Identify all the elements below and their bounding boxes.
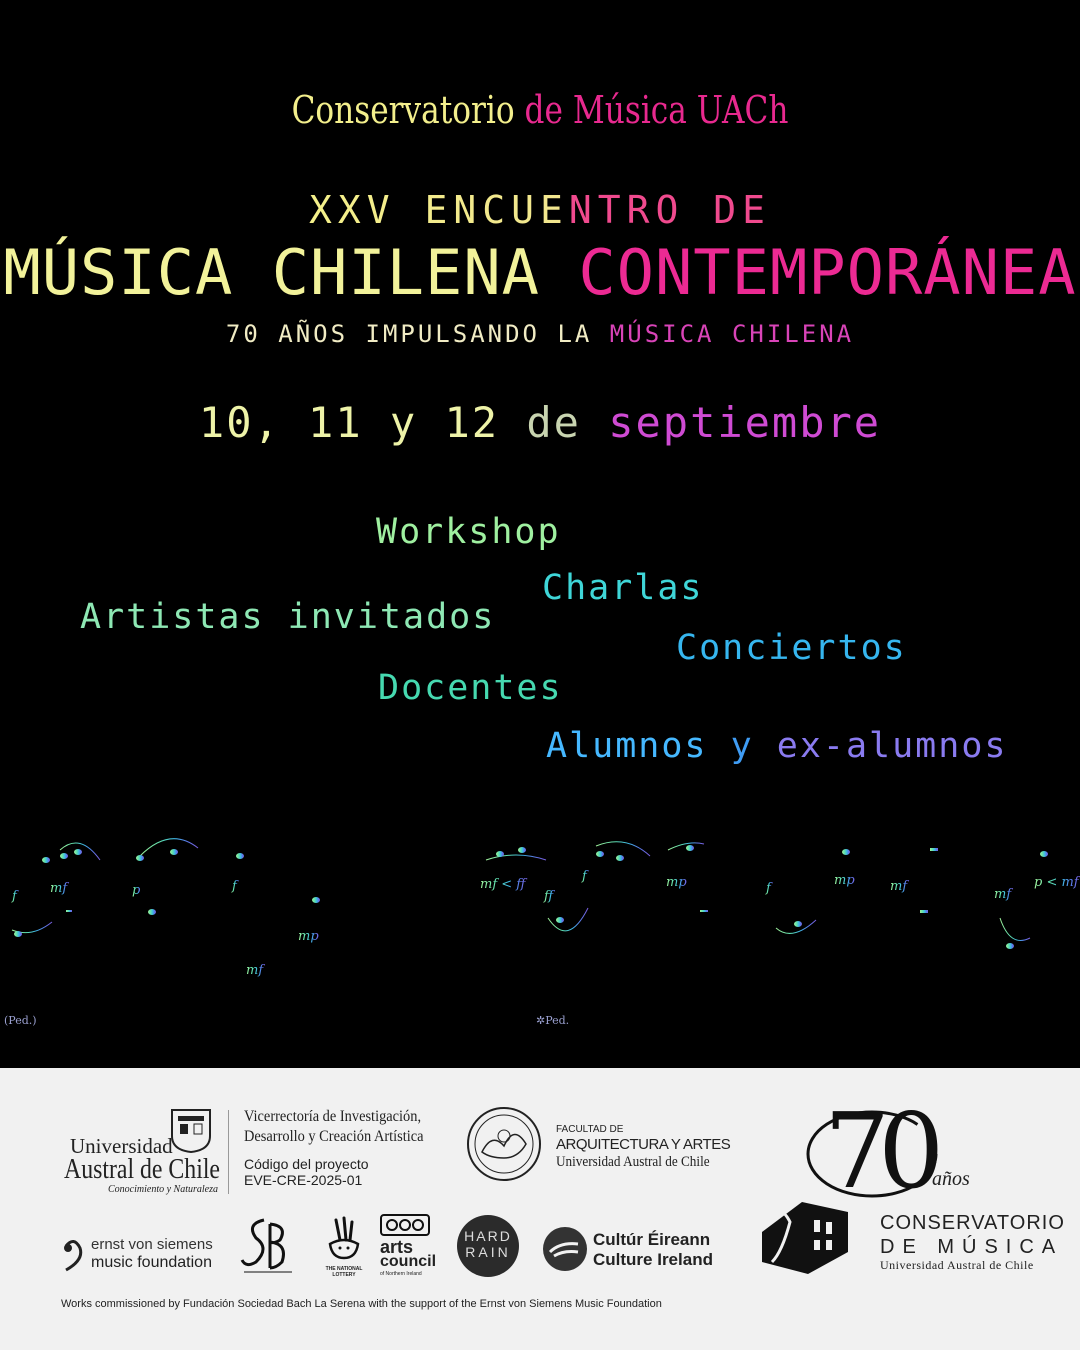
event-dates-de: de: [499, 398, 609, 447]
culture-ireland-line2: Culture Ireland: [593, 1250, 713, 1269]
svg-text:mp: mp: [298, 929, 319, 944]
svg-text:p < mf: p < mf: [1034, 875, 1079, 890]
event-dates: [0, 398, 1080, 447]
music-score-illustration: [0, 808, 1080, 1038]
project-code-label: Código del proyecto: [244, 1156, 369, 1172]
uach-name-line2: Austral de Chile: [64, 1154, 221, 1185]
activity-alumnos-label: Alumnos: [546, 726, 708, 766]
event-edition-part2: NTRO DE: [568, 188, 772, 232]
arts-council-label-b: council: [380, 1253, 437, 1270]
svg-text:mf < ff: mf < ff: [480, 877, 526, 892]
activity-exalumnos-label: ex-alumnos: [776, 726, 1008, 766]
culture-ireland-icon: [542, 1226, 588, 1272]
organizer-title-part2: de Música UACh: [524, 88, 789, 132]
conservatory-line2: DE MÚSICA: [880, 1236, 1064, 1258]
svg-text:p: p: [132, 883, 141, 898]
conservatory-building-icon: [758, 1192, 872, 1280]
faculty-line3: Universidad Austral de Chile: [556, 1154, 710, 1170]
seventy-years-number: 70: [824, 1090, 933, 1212]
svg-text:mf: mf: [246, 963, 264, 978]
event-title-part2: CONTEMPORÁNEA: [578, 236, 1077, 309]
siemens-line2: music foundation: [91, 1254, 212, 1271]
event-title-part1: MÚSICA CHILENA: [3, 236, 579, 309]
arts-council-label-c: of Northern Ireland: [380, 1271, 422, 1277]
faculty-seal-icon: [466, 1106, 542, 1182]
activity-conciertos: Conciertos: [676, 628, 907, 668]
activity-charlas: Charlas: [542, 568, 704, 608]
event-days: 10, 11 y 12: [198, 398, 500, 447]
score-pedal-mark: (Ped.): [4, 1014, 37, 1027]
uach-tagline: Conocimiento y Naturaleza: [108, 1184, 218, 1195]
svg-text:mp: mp: [834, 873, 855, 888]
event-subtitle-part2: MÚSICA CHILENA: [609, 320, 855, 348]
arts-council-label-a: arts: [380, 1237, 414, 1257]
organizer-title-part1: Conservatorio: [291, 88, 525, 132]
event-edition: [0, 188, 1080, 232]
event-title: [0, 236, 1080, 309]
activity-alumnos-y: y: [730, 726, 754, 766]
hard-rain-label-b: RAIN: [465, 1244, 511, 1260]
svg-text:f: f: [12, 889, 17, 904]
event-month: septiembre: [608, 398, 882, 447]
event-subtitle-part1: 70 AÑOS IMPULSANDO LA: [225, 320, 610, 348]
event-subtitle: [0, 320, 1080, 348]
svg-text:f: f: [232, 879, 237, 894]
vice-rectory-line1: Vicerrectoría de Investigación,: [244, 1108, 422, 1125]
sociedad-bach-logo-icon: [240, 1214, 296, 1276]
svg-text:f: f: [766, 881, 771, 896]
organizer-title: [97, 88, 983, 132]
svg-text:ff: ff: [544, 889, 554, 904]
national-lottery-label: THE NATIONAL LOTTERY: [325, 1266, 363, 1278]
activity-artistas: Artistas invitados: [80, 597, 496, 637]
commission-credit: Works commissioned by Fundación Sociedad Bach La Serena with the support of the Ernst von Siemens Music Foundation: [61, 1298, 662, 1310]
conservatory-line3: Universidad Austral de Chile: [880, 1258, 1034, 1272]
svg-text:f: f: [582, 869, 587, 884]
score-pedal-mark-2: ✲Ped.: [536, 1014, 570, 1027]
svg-text:mf: mf: [890, 879, 908, 894]
faculty-line1: FACULTAD DE: [556, 1124, 624, 1135]
vice-rectory-line2: Desarrollo y Creación Artística: [244, 1128, 424, 1145]
footer-divider: [228, 1110, 229, 1194]
svg-text:mf: mf: [994, 887, 1012, 902]
activity-alumnos: [546, 726, 1007, 766]
sponsors-footer: [0, 1068, 1080, 1350]
faculty-line2: ARQUITECTURA Y ARTES: [556, 1136, 731, 1153]
activity-docentes: Docentes: [378, 668, 563, 708]
hard-rain-label-a: HARD: [464, 1228, 512, 1244]
activity-workshop: Workshop: [376, 512, 561, 552]
siemens-foundation-icon: [60, 1236, 86, 1272]
national-lottery-icon: [322, 1214, 366, 1266]
event-edition-part1: XXV ENCUE: [308, 188, 569, 232]
uach-crest-icon: [170, 1108, 212, 1154]
svg-text:mf: mf: [50, 881, 68, 896]
arts-council-swirl-icon: [380, 1214, 430, 1236]
siemens-line1: ernst von siemens: [91, 1236, 213, 1253]
conservatory-line1: CONSERVATORIO: [880, 1212, 1065, 1234]
svg-text:mp: mp: [666, 875, 687, 890]
project-code-value: EVE-CRE-2025-01: [244, 1172, 363, 1188]
seventy-years-label: años: [932, 1168, 970, 1190]
uach-name-line1: Universidad: [70, 1134, 173, 1158]
culture-ireland-line1: Cultúr Éireann: [593, 1230, 711, 1249]
